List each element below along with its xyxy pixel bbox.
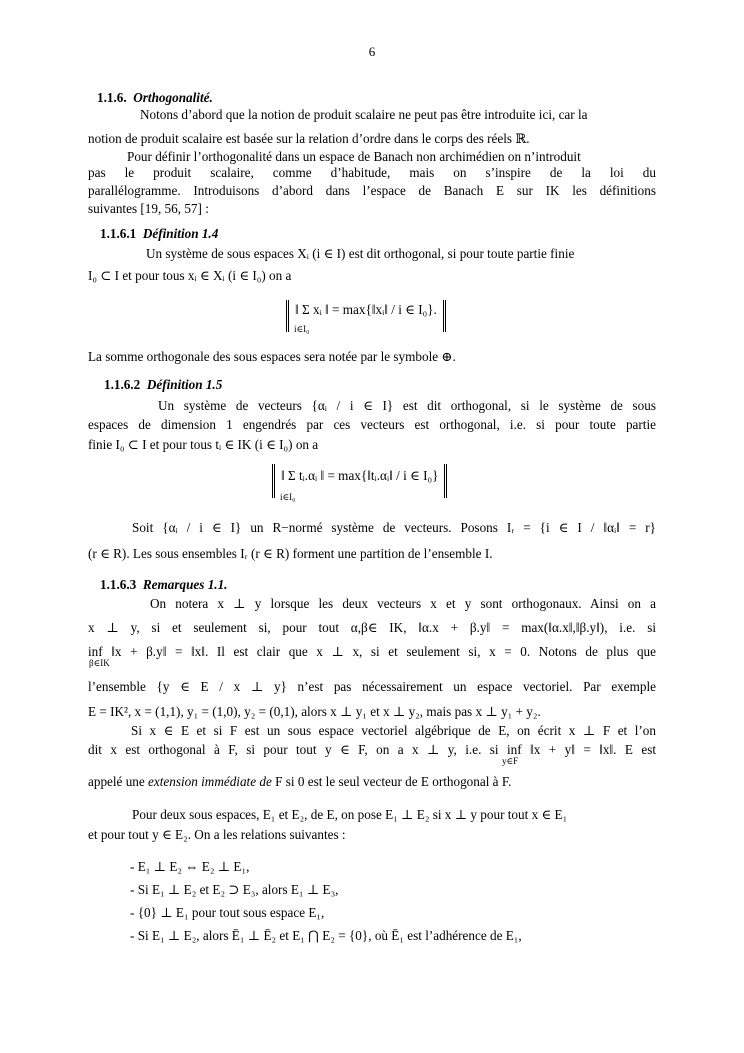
paragraph-line: Un système de sous espaces Xᵢ (i ∈ I) est dit orthogonal, si pour toute partie finie (146, 246, 575, 261)
remark-heading (100, 577, 227, 593)
formula-subscript: i∈I₀ (294, 324, 310, 334)
paragraph-line (88, 772, 656, 791)
page-number: 6 (368, 44, 376, 59)
definition-heading (100, 226, 218, 242)
formula-text: ‖ Σ xᵢ ‖ = max{‖xᵢ‖ / i ∈ I₀}. (295, 302, 437, 317)
definition-number: 1.1.6.2 (104, 377, 141, 392)
paragraph-line: notion de produit scalaire est basée sur la relation d’ordre dans le corps des réels ℝ. (88, 131, 530, 146)
paragraph-line: pas le produit scalaire, comme d’habitude, mais on s’inspire de la loi du (88, 165, 656, 180)
paragraph-line: On notera x ⊥ y lorsque les deux vecteurs x et y sont orthogonaux. Ainsi on a (150, 596, 656, 611)
definition-heading (104, 377, 222, 393)
paragraph-line: E = IK², x = (1,1), y₁ = (1,0), y₂ = (0,1), alors x ⊥ y₁ et x ⊥ y₂, mais pas x ⊥ y₁ + y₂. (88, 704, 541, 719)
list-item: - Si E₁ ⊥ E₂, alors Ē₁ ⊥ Ē₂ et E₁ ⋂ E₂ = {0}, où Ē₁ est l’adhérence de E₁, (130, 928, 522, 943)
paragraph-line: finie I₀ ⊂ I et pour tous tᵢ ∈ IK (i ∈ I₀) on a (88, 437, 319, 452)
definition-number: 1.1.6.1 (100, 226, 137, 241)
remark-title: Remarques 1.1. (142, 577, 228, 592)
definition-title: Définition 1.4 (142, 226, 219, 241)
text-run: F si 0 est le seul vecteur de E orthogonal à F. (271, 774, 512, 789)
list-item: - {0} ⊥ E₁ pour tout sous espace E₁, (130, 905, 325, 920)
emphasis-text: extension immédiate de (148, 774, 272, 789)
definition-title: Définition 1.5 (146, 377, 223, 392)
section-title: Orthogonalité. (133, 90, 213, 105)
remark-number: 1.1.6.3 (100, 577, 137, 592)
paragraph-line: Soit {αᵢ / i ∈ I} un R−normé système de vecteurs. Posons Iᵣ = {i ∈ I / ‖αᵢ‖ = r} (132, 520, 656, 535)
paragraph-line: La somme orthogonale des sous espaces sera notée par le symbole ⊕. (88, 349, 456, 364)
paragraph-line: espaces de dimension 1 engendrés par ces vecteurs est orthogonal, i.e. si pour toute partie (88, 417, 656, 432)
paragraph-line: I₀ ⊂ I et pour tous xᵢ ∈ Xᵢ (i ∈ I₀) on a (88, 268, 292, 283)
paragraph-line: dit x est orthogonal à F, si pour tout y ∈ F, on a x ⊥ y, i.e. si inf ‖x + y‖ = ‖x‖. E est (88, 742, 656, 757)
paragraph-line: Notons d’abord que la notion de produit scalaire ne peut pas être introduite ici, car la (140, 107, 588, 122)
paragraph-line: suivantes [19, 56, 57] : (88, 201, 209, 216)
paragraph-line: Pour définir l’orthogonalité dans un espace de Banach non archimédien on n’introduit (127, 149, 581, 164)
paragraph-line: x ⊥ y, si et seulement si, pour tout α,β∈ IK, ‖α.x + β.y‖ = max(‖α.x‖,‖β.y‖), i.e. si (88, 620, 656, 635)
formula-subscript: i∈I₀ (280, 492, 296, 502)
paragraph-line: parallélogramme. Introduisons d’abord dans l’espace de Banach E sur IK les définitions (88, 183, 656, 198)
text-run: appelé une (88, 774, 149, 789)
inf-subscript: y∈F (502, 756, 519, 766)
paragraph-line: (r ∈ R). Les sous ensembles Iᵣ (r ∈ R) forment une partition de l’ensemble I. (88, 546, 493, 561)
paragraph-line: et pour tout y ∈ E₂. On a les relations suivantes : (88, 827, 346, 842)
formula-text: ‖ Σ tᵢ.αᵢ ‖ = max{‖tᵢ.αᵢ‖ / i ∈ I₀} (281, 468, 439, 483)
formula-orthogonal-vectors (272, 464, 447, 502)
paragraph-line: l’ensemble {y ∈ E / x ⊥ y} n’est pas nécessairement un espace vectoriel. Par exemple (88, 679, 656, 694)
list-item: - E₁ ⊥ E₂ ⇔ E₂ ⊥ E₁, (130, 859, 250, 874)
list-item: - Si E₁ ⊥ E₂ et E₂ ⊃ E₃, alors E₁ ⊥ E₃, (130, 882, 339, 897)
inf-subscript: β∈IK (89, 658, 110, 668)
paragraph-line: Un système de vecteurs {αᵢ / i ∈ I} est dit orthogonal, si le système de sous (158, 398, 656, 413)
paragraph-line: Pour deux sous espaces, E₁ et E₂, de E, on pose E₁ ⊥ E₂ si x ⊥ y pour tout x ∈ E₁ (132, 807, 568, 822)
section-number: 1.1.6. (97, 90, 127, 105)
paragraph-line: Si x ∈ E et si F est un sous espace vectoriel algébrique de E, on écrit x ⊥ F et l’on (131, 723, 656, 738)
formula-orthogonal-subspaces (286, 300, 446, 332)
section-heading (97, 90, 213, 106)
paragraph-line: inf ‖x + β.y‖ = ‖x‖. Il est clair que x ⊥ x, si et seulement si, x = 0. Notons de plus que (88, 644, 656, 659)
